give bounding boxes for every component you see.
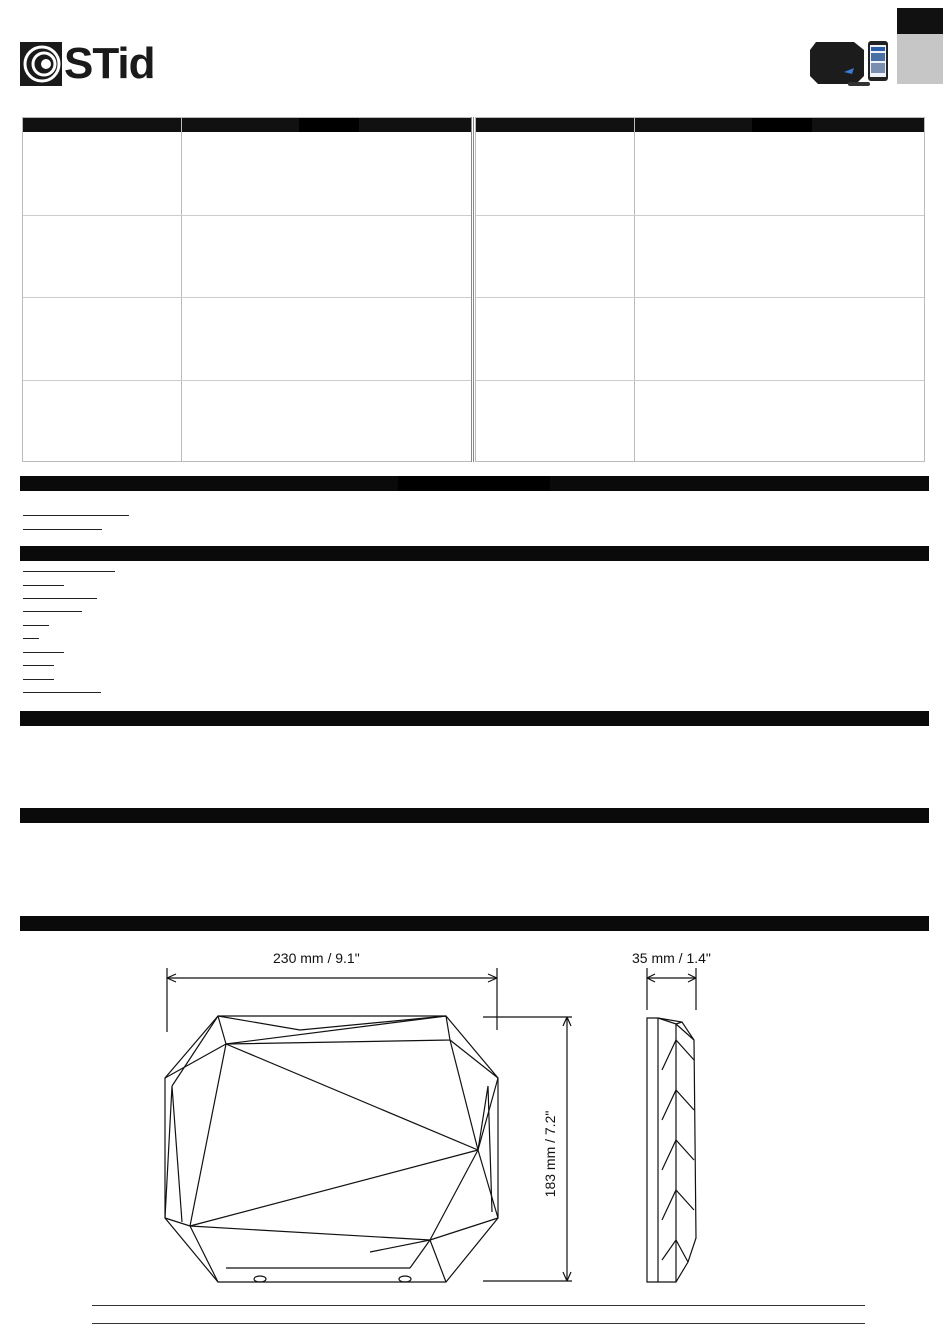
- link-underline[interactable]: [23, 679, 54, 680]
- link-underline[interactable]: [23, 692, 101, 693]
- row-divider: [23, 297, 471, 298]
- row-divider: [23, 380, 471, 381]
- page-tab-marker: [897, 8, 943, 34]
- row-divider: [23, 215, 471, 216]
- link-underline[interactable]: [23, 515, 129, 516]
- link-underline[interactable]: [23, 652, 64, 653]
- link-underline[interactable]: [23, 665, 54, 666]
- width-dimension-label: 230 mm / 9.1": [273, 950, 360, 966]
- section-bar: [20, 916, 929, 931]
- link-underline[interactable]: [23, 598, 97, 599]
- column-divider: [634, 118, 635, 461]
- link-underline[interactable]: [23, 611, 82, 612]
- section-bar: [20, 711, 929, 726]
- link-underline[interactable]: [23, 625, 49, 626]
- row-divider: [476, 380, 924, 381]
- section-bar: [20, 808, 929, 823]
- brand-logo: [20, 39, 155, 88]
- reader-dimension-drawing: [0, 960, 950, 1300]
- spec-table-right: [475, 117, 925, 462]
- link-underline[interactable]: [23, 571, 115, 572]
- reader-product-icon: [808, 38, 892, 92]
- logo-text: STid: [64, 39, 155, 88]
- row-divider: [476, 297, 924, 298]
- link-underline[interactable]: [23, 638, 39, 639]
- section-bar: [20, 476, 929, 491]
- spec-table-header: [476, 118, 924, 132]
- section-bar: [20, 546, 929, 561]
- page-tab-grey: [897, 34, 943, 84]
- spec-table-left: [22, 117, 472, 462]
- table-separator: [471, 117, 474, 462]
- footer-divider: [92, 1323, 865, 1324]
- spec-table-header: [23, 118, 471, 132]
- link-underline[interactable]: [23, 585, 64, 586]
- column-divider: [181, 118, 182, 461]
- stid-logo-icon: [20, 42, 62, 86]
- link-underline[interactable]: [23, 529, 102, 530]
- row-divider: [476, 215, 924, 216]
- footer-divider: [92, 1305, 865, 1306]
- depth-dimension-label: 35 mm / 1.4": [632, 950, 711, 966]
- height-dimension-label: 183 mm / 7.2": [542, 1110, 558, 1198]
